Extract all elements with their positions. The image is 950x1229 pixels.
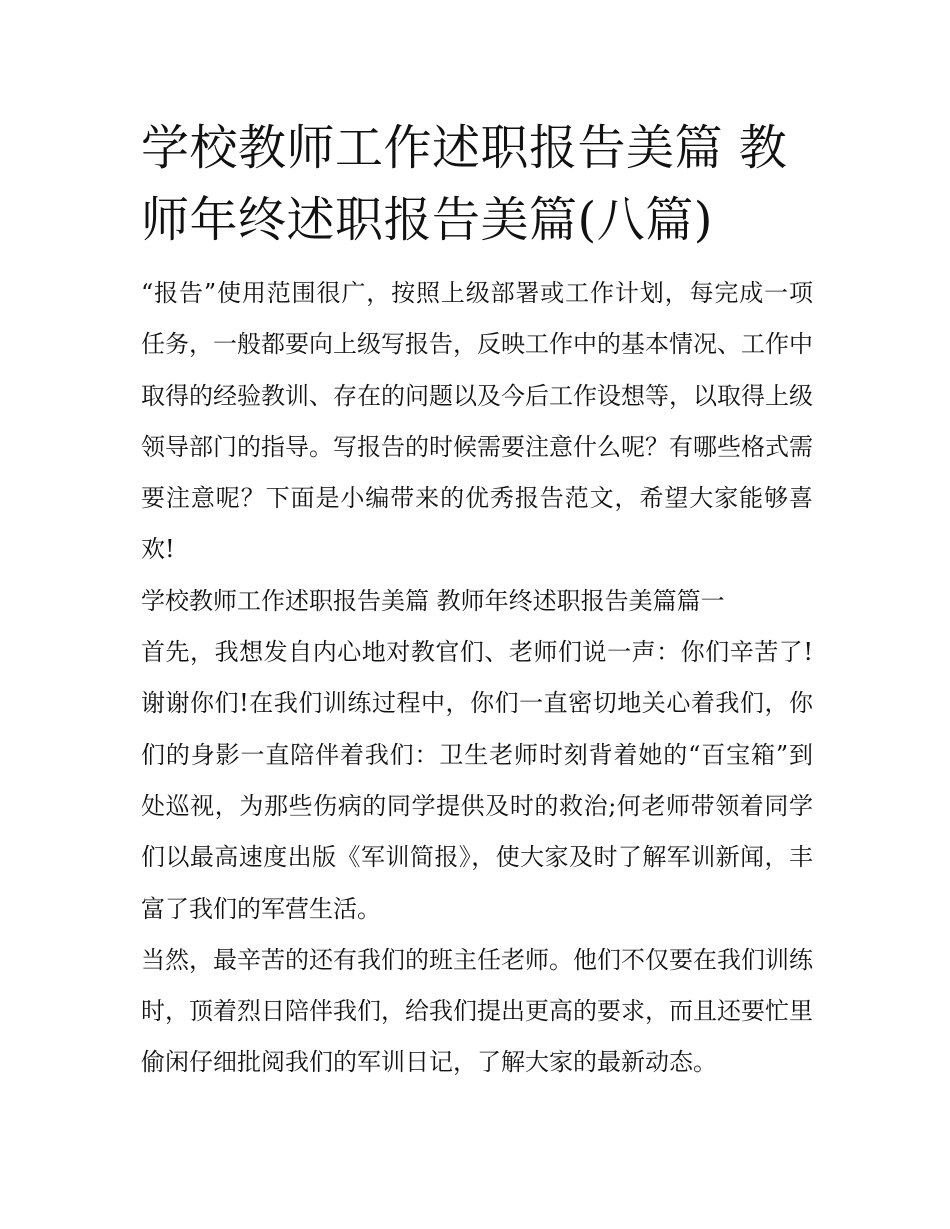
body-paragraph: 当然，最辛苦的还有我们的班主任老师。他们不仅要在我们训练时，顶着烈日陪伴我们，给我们提出更高的要求，而且还要忙里偷闲仔细批阅我们的军训日记，了解大家的最新动态。 [141, 945, 813, 1077]
body-paragraph: 首先，我想发自内心地对教官们、老师们说一声：你们辛苦了!谢谢你们!在我们训练过程中，你们一直密切地关心着我们，你们的身影一直陪伴着我们：卫生老师时刻背着她的“百宝箱”到处巡视，为那些伤病的同学提供及时的救治;何老师带领着同学们以最高速度出版《军训简报》，使大家及时了解军训新闻，丰富了我们的军营生活。 [141, 638, 813, 923]
document-title: 学校教师工作述职报告美篇 教师年终述职报告美篇(八篇) [141, 120, 788, 248]
section-heading: 学校教师工作述职报告美篇 教师年终述职报告美篇篇一 [141, 586, 725, 615]
intro-paragraph: “报告”使用范围很广，按照上级部署或工作计划，每完成一项任务，一般都要向上级写报告，反映工作中的基本情况、工作中取得的经验教训、存在的问题以及今后工作设想等，以取得上级领导部门的指导。写报告的时候需要注意什么呢？有哪些格式需要注意呢？下面是小编带来的优秀报告范文，希望大家能够喜欢! [141, 279, 813, 564]
document-page [141, 112, 813, 1089]
